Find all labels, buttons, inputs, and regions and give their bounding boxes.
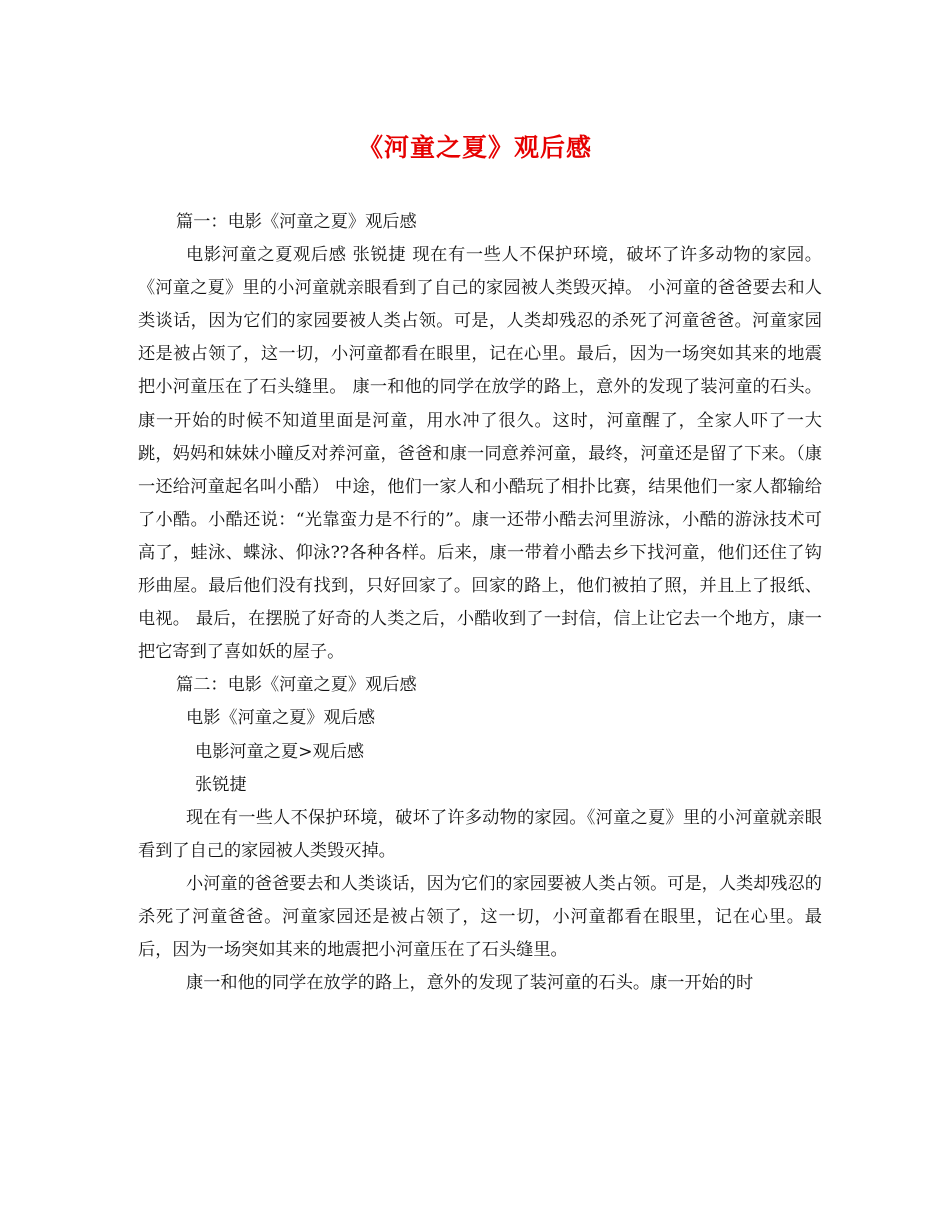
section-heading-2: 篇二：电影《河童之夏》观后感 (176, 675, 417, 696)
subheading-movie-title: 电影《河童之夏》观后感 (186, 708, 376, 729)
paragraph-3: 小河童的爸爸要去和人类谈话，因为它们的家园要被人类占领。可是，人类却残忍的杀死了河童爸爸。河童家园还是被占领了，这一切，小河童都看在眼里，记在心里。最后，因为一场突如其来的地震把小河童压在了石头缝里。 (138, 873, 822, 961)
paragraph-2: 现在有一些人不保护环境，破坏了许多动物的家园。《河童之夏》里的小河童就亲眼看到了自己的家园被人类毁灭掉。 (138, 807, 822, 861)
author-name: 张锐捷 (195, 774, 247, 795)
paragraph-4: 康一和他的同学在放学的路上，意外的发现了装河童的石头。康一开始的时 (186, 973, 754, 994)
paragraph-1: 电影河童之夏观后感 张锐捷 现在有一些人不保护环境，破坏了许多动物的家园。《河童之夏》里的小河童就亲眼看到了自己的家园被人类毁灭掉。 小河童的爸爸要去和人类谈话，因为它们的家园要被人类占领。可是，人类却残忍的杀死了河童爸爸。河童家园还是被占领了，这一切，小河童都看在眼里，记在心里。最后，因为一场突如其来的地震把小河童压在了石头缝里。 康一和他的同学在放学的路上，意外的发现了装河童的石头。康一开始的时候不知道里面是河童，用水冲了很久。这时，河童醒了，全家人吓了一大跳，妈妈和妹妹小瞳反对养河童，爸爸和康一同意养河童，最终，河童还是留了下来。（康一还给河童起名叫小酷） 中途，他们一家人和小酷玩了相扑比赛，结果他们一家人都输给了小酷。小酷还说：“光靠蛮力是不行的”。康一还带小酷去河里游泳，小酷的游泳技术可高了，蛙泳、蝶泳、仰泳??各种各样。后来，康一带着小酷去乡下找河童，他们还住了钩形曲屋。最后他们没有找到，只好回家了。回家的路上，他们被拍了照，并且上了报纸、电视。 最后，在摆脱了好奇的人类之后，小酷收到了一封信，信上让它去一个地方，康一把它寄到了喜如妖的屋子。 (138, 245, 822, 663)
document-body (138, 206, 822, 1000)
section-heading-1: 篇一：电影《河童之夏》观后感 (176, 212, 417, 232)
document-title: 《河童之夏》观后感 (357, 133, 592, 162)
subheading-essay-title: 电影河童之夏>观后感 (195, 741, 365, 762)
